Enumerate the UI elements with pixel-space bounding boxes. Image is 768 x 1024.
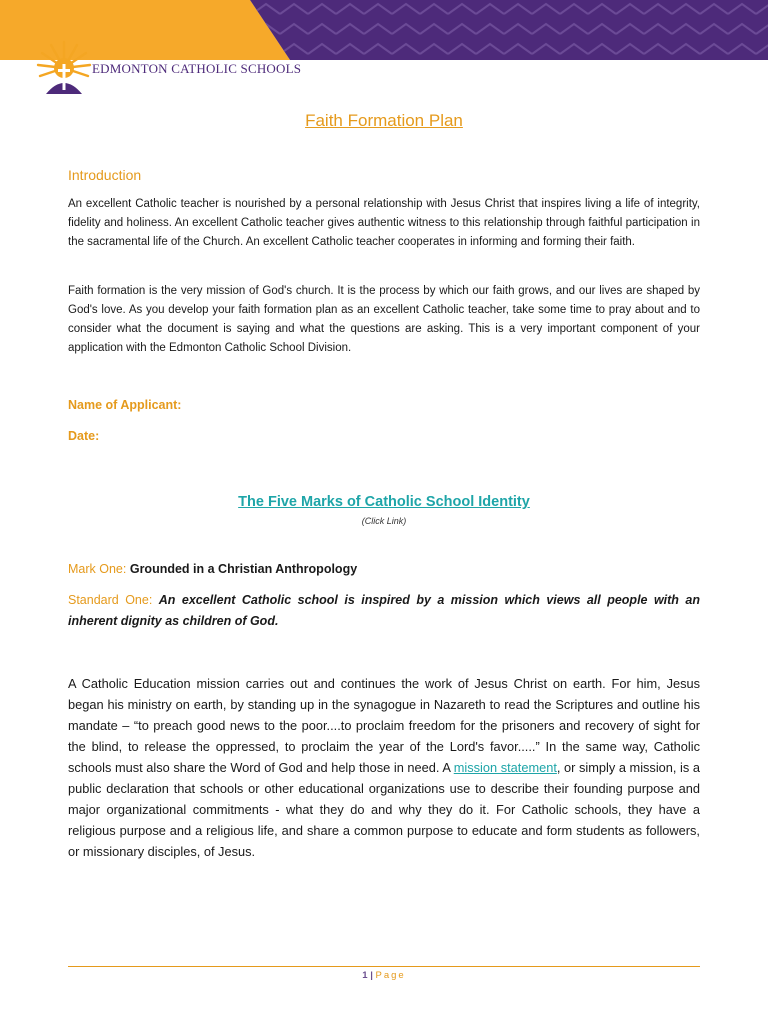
date-label: Date:	[68, 429, 100, 443]
mission-statement-link[interactable]: mission statement	[453, 760, 557, 775]
page-footer	[0, 970, 768, 981]
page-word: Page	[375, 970, 406, 981]
applicant-name-label: Name of Applicant:	[68, 398, 182, 412]
mark-one-text: Grounded in a Christian Anthropology	[129, 562, 358, 576]
page-separator: |	[370, 970, 373, 981]
mission-text-before: A Catholic Education mission carries out and continues the work of Jesus Christ on earth. For him, Jesus began his ministry on earth, by standing up in the synagogue in Nazareth to read the Scriptures and outline his mandate – “to preach good news to the poor....to proclaim freedom for the prisoners and recovery of sight for the blind, to release the oppressed, to proclaim the year of the Lord's favor.....” In the same way, Catholic schools must also share the Word of God and help those in need. A	[68, 676, 700, 775]
mission-text-after: , or simply a mission, is a public declaration that schools or other educational organizations use to describe their founding purpose and major organizational commitments - what they do and why they do it. For Catholic schools, they have a religious purpose and a religious life, and share a common purpose to educate and form students as followers, or missionary disciples, of Jesus.	[68, 760, 700, 859]
intro-paragraph-1: An excellent Catholic teacher is nourished by a personal relationship with Jesus Christ that inspires living a life of integrity, fidelity and holiness. An excellent Catholic teacher gives authentic witness to this relationship through faithful participation in the sacramental life of the Church. An excellent Catholic teacher cooperates in informing and forming their faith.	[68, 198, 700, 248]
mark-one	[68, 562, 357, 576]
header-banner	[0, 0, 768, 60]
mark-one-label: Mark One:	[68, 562, 127, 576]
mission-paragraph	[68, 673, 700, 862]
intro-paragraph-2: Faith formation is the very mission of God's church. It is the process by which our faith grows, and our lives are shaped by God's love. As you develop your faith formation plan as an excellent Catholic teacher, take some time to pray about and to consider what the document is saying and what the questions are asking. This is a very important component of your application with the Edmonton Catholic School Division.	[68, 285, 700, 354]
footer-divider	[68, 966, 700, 967]
intro-heading: Introduction	[68, 167, 142, 183]
standard-one-label: Standard One:	[68, 593, 153, 607]
five-marks-link[interactable]: The Five Marks of Catholic School Identity	[238, 494, 530, 510]
page-number: 1	[362, 970, 368, 981]
page-title: Faith Formation Plan	[305, 111, 463, 130]
logo-wordmark: EDMONTON CATHOLIC SCHOOLS	[92, 61, 302, 76]
click-link-note: (Click Link)	[361, 516, 407, 526]
standard-one	[68, 590, 700, 632]
standard-one-text: An excellent Catholic school is inspired by a mission which views all people with an inherent dignity as children of God.	[68, 593, 700, 628]
sunburst-cross-logo-icon	[34, 38, 94, 98]
